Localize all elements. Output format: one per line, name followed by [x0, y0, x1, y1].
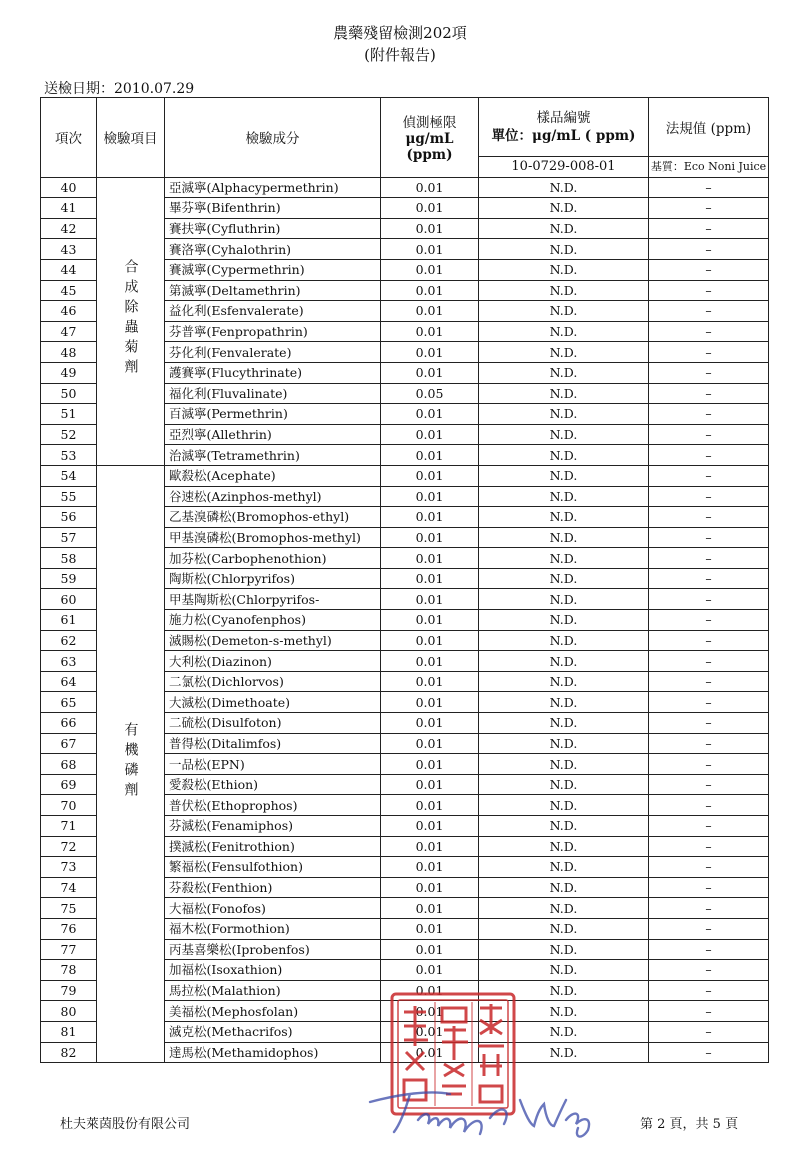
component-name: 二氯松(Dichlorvos)	[165, 671, 381, 692]
regulation-value: –	[649, 445, 769, 466]
col-header-regulation: 法規值 (ppm)	[649, 98, 769, 157]
regulation-value: –	[649, 301, 769, 322]
test-result: N.D.	[479, 465, 649, 486]
component-name: 芬殺松(Fenthion)	[165, 877, 381, 898]
test-result: N.D.	[479, 177, 649, 198]
test-result: N.D.	[479, 218, 649, 239]
test-result: N.D.	[479, 198, 649, 219]
component-name: 普得松(Ditalimfos)	[165, 733, 381, 754]
test-result: N.D.	[479, 630, 649, 651]
component-name: 賽洛寧(Cyhalothrin)	[165, 239, 381, 260]
detection-limit: 0.01	[381, 651, 479, 672]
detection-limit: 0.01	[381, 527, 479, 548]
results-body	[41, 177, 769, 1063]
regulation-value: –	[649, 362, 769, 383]
row-index: 74	[41, 877, 97, 898]
test-result: N.D.	[479, 1021, 649, 1042]
regulation-value: –	[649, 218, 769, 239]
limit-unit: μg/mL (ppm)	[405, 131, 454, 164]
regulation-value: –	[649, 630, 769, 651]
regulation-value: –	[649, 1001, 769, 1022]
regulation-value: –	[649, 960, 769, 981]
component-name: 繁福松(Fensulfothion)	[165, 857, 381, 878]
detection-limit: 0.01	[381, 404, 479, 425]
component-name: 大利松(Diazinon)	[165, 651, 381, 672]
regulation-value: –	[649, 198, 769, 219]
detection-limit: 0.01	[381, 321, 479, 342]
test-result: N.D.	[479, 301, 649, 322]
row-index: 45	[41, 280, 97, 301]
detection-limit: 0.01	[381, 960, 479, 981]
row-index: 77	[41, 939, 97, 960]
row-index: 54	[41, 465, 97, 486]
test-result: N.D.	[479, 816, 649, 837]
detection-limit: 0.01	[381, 898, 479, 919]
row-index: 72	[41, 836, 97, 857]
row-index: 52	[41, 424, 97, 445]
handwritten-signature	[360, 1080, 610, 1140]
row-index: 56	[41, 507, 97, 528]
test-result: N.D.	[479, 939, 649, 960]
component-name: 甲基陶斯松(Chlorpyrifos-	[165, 589, 381, 610]
component-name: 畢芬寧(Bifenthrin)	[165, 198, 381, 219]
detection-limit: 0.01	[381, 1042, 479, 1063]
document-subtitle: (附件報告)	[364, 46, 436, 64]
regulation-value: –	[649, 280, 769, 301]
row-index: 62	[41, 630, 97, 651]
detection-limit: 0.01	[381, 486, 479, 507]
test-result: N.D.	[479, 404, 649, 425]
row-index: 81	[41, 1021, 97, 1042]
component-name: 福木松(Formothion)	[165, 918, 381, 939]
test-result: N.D.	[479, 918, 649, 939]
regulation-value: –	[649, 321, 769, 342]
regulation-value: –	[649, 1021, 769, 1042]
detection-limit: 0.01	[381, 774, 479, 795]
component-name: 一品松(EPN)	[165, 754, 381, 775]
detection-limit: 0.01	[381, 733, 479, 754]
detection-limit: 0.01	[381, 754, 479, 775]
component-name: 達馬松(Methamidophos)	[165, 1042, 381, 1063]
test-result: N.D.	[479, 280, 649, 301]
category-pyrethroid	[97, 177, 165, 465]
regulation-value: –	[649, 918, 769, 939]
footer-page-number: 第 2 頁，共 5 頁	[640, 1117, 739, 1132]
component-name: 馬拉松(Malathion)	[165, 980, 381, 1001]
test-result: N.D.	[479, 548, 649, 569]
component-name: 施力松(Cyanofenphos)	[165, 610, 381, 631]
row-index: 68	[41, 754, 97, 775]
test-result: N.D.	[479, 774, 649, 795]
detection-limit: 0.01	[381, 1021, 479, 1042]
regulation-value: –	[649, 568, 769, 589]
regulation-value: –	[649, 424, 769, 445]
component-name: 芬滅松(Fenamiphos)	[165, 816, 381, 837]
row-index: 78	[41, 960, 97, 981]
test-result: N.D.	[479, 713, 649, 734]
regulation-value: –	[649, 342, 769, 363]
test-result: N.D.	[479, 486, 649, 507]
col-header-sample	[479, 98, 649, 157]
detection-limit: 0.01	[381, 362, 479, 383]
test-result: N.D.	[479, 836, 649, 857]
test-result: N.D.	[479, 651, 649, 672]
row-index: 43	[41, 239, 97, 260]
test-result: N.D.	[479, 1042, 649, 1063]
test-result: N.D.	[479, 239, 649, 260]
sample-unit: 單位：μg/mL ( ppm)	[491, 128, 636, 144]
test-result: N.D.	[479, 362, 649, 383]
test-result: N.D.	[479, 754, 649, 775]
category-organophosphate	[97, 465, 165, 1062]
component-name: 大滅松(Dimethoate)	[165, 692, 381, 713]
component-name: 芬普寧(Fenpropathrin)	[165, 321, 381, 342]
regulation-value: –	[649, 1042, 769, 1063]
component-name: 第滅寧(Deltamethrin)	[165, 280, 381, 301]
component-name: 益化利(Esfenvalerate)	[165, 301, 381, 322]
row-index: 55	[41, 486, 97, 507]
row-index: 47	[41, 321, 97, 342]
regulation-value: –	[649, 939, 769, 960]
component-name: 愛殺松(Ethion)	[165, 774, 381, 795]
regulation-value: –	[649, 465, 769, 486]
regulation-value: –	[649, 713, 769, 734]
test-result: N.D.	[479, 527, 649, 548]
col-header-component: 檢驗成分	[165, 98, 381, 178]
test-result: N.D.	[479, 857, 649, 878]
component-name: 谷速松(Azinphos-methyl)	[165, 486, 381, 507]
sample-matrix: 基質：Eco Noni Juice	[649, 157, 769, 178]
table-row	[41, 465, 769, 486]
category-label: 合成除蟲菊劑	[122, 258, 139, 379]
row-index: 70	[41, 795, 97, 816]
detection-limit: 0.01	[381, 630, 479, 651]
table-row	[41, 177, 769, 198]
row-index: 60	[41, 589, 97, 610]
row-index: 50	[41, 383, 97, 404]
regulation-value: –	[649, 795, 769, 816]
detection-limit: 0.01	[381, 1001, 479, 1022]
regulation-value: –	[649, 774, 769, 795]
row-index: 49	[41, 362, 97, 383]
detection-limit: 0.01	[381, 671, 479, 692]
detection-limit: 0.01	[381, 259, 479, 280]
detection-limit: 0.01	[381, 342, 479, 363]
sample-label: 樣品編號	[536, 110, 591, 126]
regulation-value: –	[649, 383, 769, 404]
detection-limit: 0.01	[381, 877, 479, 898]
regulation-value: –	[649, 507, 769, 528]
detection-limit: 0.01	[381, 280, 479, 301]
row-index: 46	[41, 301, 97, 322]
regulation-value: –	[649, 980, 769, 1001]
detection-limit: 0.01	[381, 548, 479, 569]
component-name: 美福松(Mephosfolan)	[165, 1001, 381, 1022]
test-result: N.D.	[479, 795, 649, 816]
test-result: N.D.	[479, 507, 649, 528]
row-index: 42	[41, 218, 97, 239]
detection-limit: 0.01	[381, 465, 479, 486]
regulation-value: –	[649, 754, 769, 775]
test-result: N.D.	[479, 321, 649, 342]
test-result: N.D.	[479, 877, 649, 898]
row-index: 51	[41, 404, 97, 425]
component-name: 歐殺松(Acephate)	[165, 465, 381, 486]
row-index: 40	[41, 177, 97, 198]
test-result: N.D.	[479, 568, 649, 589]
detection-limit: 0.01	[381, 939, 479, 960]
component-name: 大福松(Fonofos)	[165, 898, 381, 919]
detection-limit: 0.01	[381, 301, 479, 322]
row-index: 59	[41, 568, 97, 589]
detection-limit: 0.01	[381, 918, 479, 939]
detection-limit: 0.01	[381, 568, 479, 589]
component-name: 亞滅寧(Alphacypermethrin)	[165, 177, 381, 198]
test-result: N.D.	[479, 383, 649, 404]
component-name: 滅克松(Methacrifos)	[165, 1021, 381, 1042]
footer-company: 杜夫萊茵股份有限公司	[60, 1117, 191, 1132]
component-name: 亞烈寧(Allethrin)	[165, 424, 381, 445]
detection-limit: 0.01	[381, 424, 479, 445]
regulation-value: –	[649, 651, 769, 672]
detection-limit: 0.01	[381, 589, 479, 610]
component-name: 二硫松(Disulfoton)	[165, 713, 381, 734]
test-result: N.D.	[479, 589, 649, 610]
detection-limit: 0.01	[381, 445, 479, 466]
component-name: 丙基喜樂松(Iprobenfos)	[165, 939, 381, 960]
test-result: N.D.	[479, 671, 649, 692]
detection-limit: 0.01	[381, 713, 479, 734]
results-table	[40, 97, 769, 1063]
detection-limit: 0.01	[381, 692, 479, 713]
row-index: 58	[41, 548, 97, 569]
component-name: 賽扶寧(Cyfluthrin)	[165, 218, 381, 239]
regulation-value: –	[649, 610, 769, 631]
component-name: 滅賜松(Demeton-s-methyl)	[165, 630, 381, 651]
regulation-value: –	[649, 589, 769, 610]
row-index: 41	[41, 198, 97, 219]
row-index: 82	[41, 1042, 97, 1063]
regulation-value: –	[649, 548, 769, 569]
detection-limit: 0.01	[381, 507, 479, 528]
row-index: 65	[41, 692, 97, 713]
detection-limit: 0.01	[381, 239, 479, 260]
row-index: 69	[41, 774, 97, 795]
regulation-value: –	[649, 877, 769, 898]
regulation-value: –	[649, 486, 769, 507]
row-index: 64	[41, 671, 97, 692]
sample-id: 10-0729-008-01	[479, 157, 649, 178]
row-index: 48	[41, 342, 97, 363]
regulation-value: –	[649, 404, 769, 425]
detection-limit: 0.01	[381, 816, 479, 837]
row-index: 57	[41, 527, 97, 548]
row-index: 63	[41, 651, 97, 672]
detection-limit: 0.05	[381, 383, 479, 404]
regulation-value: –	[649, 733, 769, 754]
regulation-value: –	[649, 527, 769, 548]
regulation-value: –	[649, 857, 769, 878]
row-index: 80	[41, 1001, 97, 1022]
regulation-value: –	[649, 671, 769, 692]
component-name: 乙基溴磷松(Bromophos-ethyl)	[165, 507, 381, 528]
test-result: N.D.	[479, 733, 649, 754]
limit-label: 偵測極限	[402, 115, 457, 132]
component-name: 甲基溴磷松(Bromophos-methyl)	[165, 527, 381, 548]
regulation-value: –	[649, 816, 769, 837]
component-name: 芬化利(Fenvalerate)	[165, 342, 381, 363]
row-index: 79	[41, 980, 97, 1001]
component-name: 加福松(Isoxathion)	[165, 960, 381, 981]
test-result: N.D.	[479, 610, 649, 631]
col-header-index: 項次	[41, 98, 97, 178]
detection-limit: 0.01	[381, 198, 479, 219]
detection-limit: 0.01	[381, 610, 479, 631]
test-result: N.D.	[479, 692, 649, 713]
component-name: 護賽寧(Flucythrinate)	[165, 362, 381, 383]
component-name: 加芬松(Carbophenothion)	[165, 548, 381, 569]
test-result: N.D.	[479, 424, 649, 445]
component-name: 百滅寧(Permethrin)	[165, 404, 381, 425]
regulation-value: –	[649, 259, 769, 280]
component-name: 普伏松(Ethoprophos)	[165, 795, 381, 816]
component-name: 賽滅寧(Cypermethrin)	[165, 259, 381, 280]
col-header-category: 檢驗項目	[97, 98, 165, 178]
component-name: 陶斯松(Chlorpyrifos)	[165, 568, 381, 589]
test-result: N.D.	[479, 445, 649, 466]
regulation-value: –	[649, 239, 769, 260]
regulation-value: –	[649, 177, 769, 198]
category-label: 有機磷劑	[122, 721, 139, 802]
regulation-value: –	[649, 692, 769, 713]
component-name: 福化利(Fluvalinate)	[165, 383, 381, 404]
regulation-value: –	[649, 836, 769, 857]
row-index: 44	[41, 259, 97, 280]
regulation-value: –	[649, 898, 769, 919]
row-index: 76	[41, 918, 97, 939]
row-index: 71	[41, 816, 97, 837]
detection-limit: 0.01	[381, 857, 479, 878]
row-index: 75	[41, 898, 97, 919]
test-result: N.D.	[479, 960, 649, 981]
test-result: N.D.	[479, 259, 649, 280]
detection-limit: 0.01	[381, 836, 479, 857]
row-index: 61	[41, 610, 97, 631]
row-index: 67	[41, 733, 97, 754]
test-result: N.D.	[479, 1001, 649, 1022]
submission-date: 送檢日期：2010.07.29	[44, 81, 195, 97]
detection-limit: 0.01	[381, 177, 479, 198]
component-name: 撲滅松(Fenitrothion)	[165, 836, 381, 857]
row-index: 66	[41, 713, 97, 734]
test-result: N.D.	[479, 342, 649, 363]
col-header-limit	[381, 98, 479, 178]
row-index: 73	[41, 857, 97, 878]
test-result: N.D.	[479, 898, 649, 919]
document-title: 農藥殘留檢測202項	[333, 24, 467, 42]
test-result: N.D.	[479, 980, 649, 1001]
detection-limit: 0.01	[381, 795, 479, 816]
detection-limit: 0.01	[381, 218, 479, 239]
detection-limit: 0.01	[381, 980, 479, 1001]
component-name: 治滅寧(Tetramethrin)	[165, 445, 381, 466]
row-index: 53	[41, 445, 97, 466]
